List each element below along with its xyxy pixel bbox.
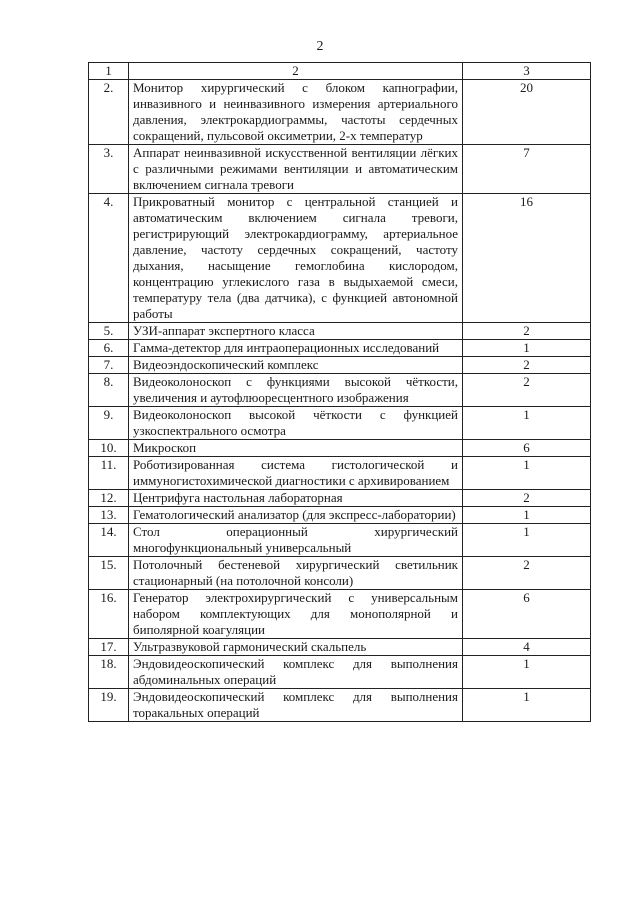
table-row <box>89 80 591 145</box>
table-row <box>89 689 591 722</box>
row-number: 16. <box>89 590 129 639</box>
table-row <box>89 440 591 457</box>
row-number: 8. <box>89 374 129 407</box>
table-row <box>89 639 591 656</box>
table-row <box>89 374 591 407</box>
equipment-quantity: 1 <box>463 656 591 689</box>
table-row <box>89 323 591 340</box>
row-number: 17. <box>89 639 129 656</box>
row-number: 5. <box>89 323 129 340</box>
equipment-quantity: 1 <box>463 407 591 440</box>
equipment-name: Монитор хирургический с блоком капнографии, инвазивного и неинвазивного измерения артериального давления, электрокардиограммы, частоты сердечных сокращений, пульсовой оксиметрии, 2-х температур <box>129 80 463 145</box>
table-row <box>89 340 591 357</box>
table-row <box>89 145 591 194</box>
equipment-quantity: 1 <box>463 524 591 557</box>
table-row <box>89 194 591 323</box>
equipment-quantity: 1 <box>463 689 591 722</box>
row-number: 3. <box>89 145 129 194</box>
row-number: 18. <box>89 656 129 689</box>
equipment-name: Эндовидеоскопический комплекс для выполнения торакальных операций <box>129 689 463 722</box>
equipment-quantity: 2 <box>463 557 591 590</box>
equipment-name: Стол операционный хирургический многофункциональный универсальный <box>129 524 463 557</box>
equipment-quantity: 2 <box>463 490 591 507</box>
equipment-quantity: 6 <box>463 440 591 457</box>
equipment-quantity: 1 <box>463 507 591 524</box>
table-row <box>89 557 591 590</box>
table-row <box>89 656 591 689</box>
page-number: 2 <box>316 39 324 54</box>
row-number: 19. <box>89 689 129 722</box>
header-col-2: 2 <box>129 63 463 80</box>
equipment-table <box>88 62 591 722</box>
header-col-3: 3 <box>463 63 591 80</box>
row-number: 9. <box>89 407 129 440</box>
row-number: 11. <box>89 457 129 490</box>
table-row <box>89 590 591 639</box>
table-row <box>89 507 591 524</box>
row-number: 7. <box>89 357 129 374</box>
equipment-quantity: 20 <box>463 80 591 145</box>
row-number: 13. <box>89 507 129 524</box>
equipment-name: Прикроватный монитор с центральной станцией и автоматическим включением сигнала тревоги, регистрирующий электрокардиограмму, артериальное давление, частоту сердечных сокращений, частоту дыхания, насыщение гемоглобина кислородом, концентрацию углекислого газа в выдыхаемой смеси, температуру тела (два датчика), с функцией автономной работы <box>129 194 463 323</box>
equipment-name: Роботизированная система гистологической и иммуногистохимической диагностики с архивированием <box>129 457 463 490</box>
equipment-quantity: 2 <box>463 374 591 407</box>
equipment-name: Видеоэндоскопический комплекс <box>129 357 463 374</box>
equipment-quantity: 2 <box>463 323 591 340</box>
equipment-name: УЗИ-аппарат экспертного класса <box>129 323 463 340</box>
table-header-row <box>89 63 591 80</box>
row-number: 10. <box>89 440 129 457</box>
equipment-name: Эндовидеоскопический комплекс для выполнения абдоминальных операций <box>129 656 463 689</box>
equipment-quantity: 1 <box>463 340 591 357</box>
equipment-name: Генератор электрохирургический с универсальным набором комплектующих для монополярной и биполярной коагуляции <box>129 590 463 639</box>
row-number: 14. <box>89 524 129 557</box>
header-col-1: 1 <box>89 63 129 80</box>
equipment-name: Центрифуга настольная лабораторная <box>129 490 463 507</box>
equipment-name: Гамма-детектор для интраоперационных исследований <box>129 340 463 357</box>
table-row <box>89 490 591 507</box>
row-number: 6. <box>89 340 129 357</box>
equipment-quantity: 2 <box>463 357 591 374</box>
equipment-quantity: 1 <box>463 457 591 490</box>
table-row <box>89 457 591 490</box>
equipment-quantity: 7 <box>463 145 591 194</box>
row-number: 12. <box>89 490 129 507</box>
equipment-quantity: 16 <box>463 194 591 323</box>
equipment-name: Гематологический анализатор (для экспресс-лаборатории) <box>129 507 463 524</box>
equipment-name: Видеоколоноскоп высокой чёткости с функцией узкоспектрального осмотра <box>129 407 463 440</box>
equipment-name: Микроскоп <box>129 440 463 457</box>
equipment-name: Аппарат неинвазивной искусственной вентиляции лёгких с различными режимами вентиляции и автоматическим включением сигнала тревоги <box>129 145 463 194</box>
table-row <box>89 357 591 374</box>
table-row <box>89 524 591 557</box>
equipment-name: Потолочный бестеневой хирургический светильник стационарный (на потолочной консоли) <box>129 557 463 590</box>
row-number: 15. <box>89 557 129 590</box>
row-number: 4. <box>89 194 129 323</box>
row-number: 2. <box>89 80 129 145</box>
equipment-quantity: 4 <box>463 639 591 656</box>
equipment-quantity: 6 <box>463 590 591 639</box>
equipment-name: Ультразвуковой гармонический скальпель <box>129 639 463 656</box>
table-row <box>89 407 591 440</box>
equipment-name: Видеоколоноскоп с функциями высокой чёткости, увеличения и аутофлюоресцентного изображения <box>129 374 463 407</box>
